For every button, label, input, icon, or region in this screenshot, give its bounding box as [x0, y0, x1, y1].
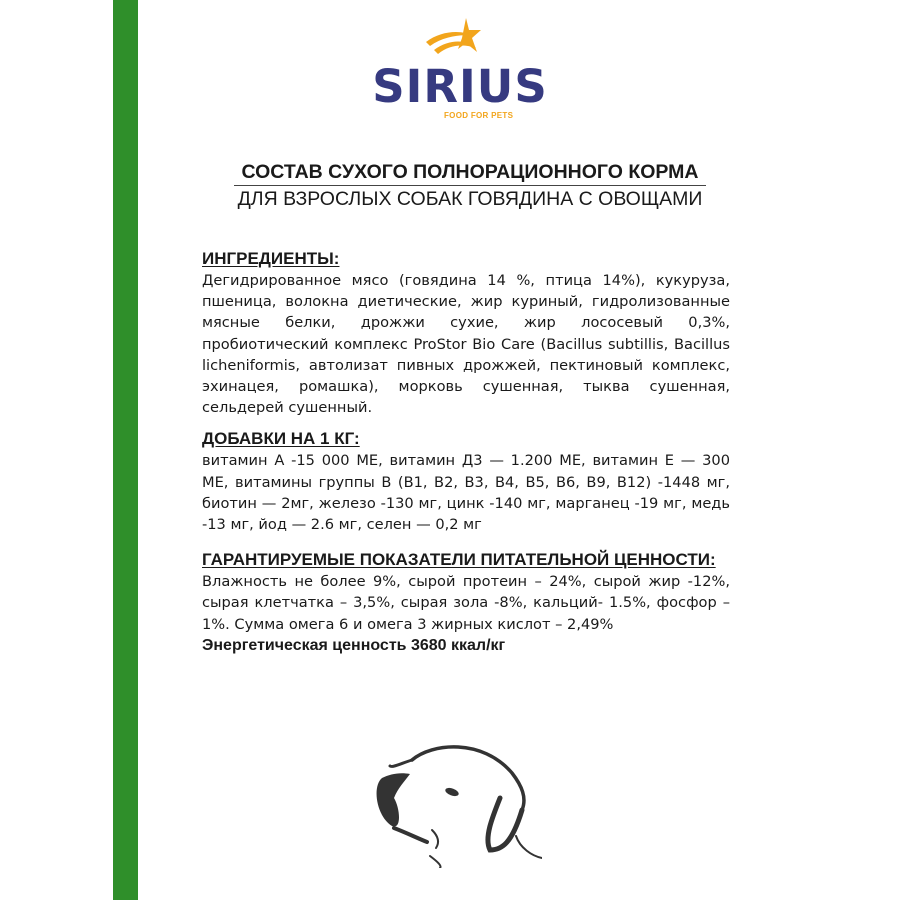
ingredients-section — [202, 248, 730, 418]
brand-logo — [360, 14, 560, 124]
document-title — [200, 160, 740, 211]
star-icon — [422, 16, 498, 66]
nutrition-heading: ГАРАНТИРУЕМЫЕ ПОКАЗАТЕЛИ ПИТАТЕЛЬНОЙ ЦЕННОСТИ: — [202, 550, 716, 570]
nutrition-text: Влажность не более 9%, сырой протеин – 24%, сырой жир -12%, сырая клетчатка – 3,5%, сырая зола -8%, кальций- 1.5%, фосфор – 1%. Сумма омега 6 и омега 3 жирных кислот – 2,49% — [202, 573, 730, 633]
brand-wordmark: SIRIUS — [372, 60, 548, 113]
additives-section — [202, 428, 730, 535]
dog-head-icon — [372, 738, 542, 868]
nutrition-section — [202, 549, 730, 656]
ingredients-heading: ИНГРЕДИЕНТЫ: — [202, 249, 340, 268]
title-line-2: ДЛЯ ВЗРОСЛЫХ СОБАК ГОВЯДИНА С ОВОЩАМИ — [237, 188, 703, 210]
title-line-1: СОСТАВ СУХОГО ПОЛНОРАЦИОННОГО КОРМА — [234, 160, 707, 186]
side-accent-bar — [113, 0, 138, 900]
composition-content — [202, 248, 730, 656]
additives-text: витамин А -15 000 МЕ, витамин Д3 — 1.200 МЕ, витамин Е — 300 МЕ, витамины группы В (В1, В2, В3, В4, В5, В6, В9, В12) -1448 мг, биотин — 2мг, железо -130 мг, цинк -140 мг, марганец -19 мг, медь -13 мг, йод — 2.6 мг, селен — 0,2 мг — [202, 452, 730, 534]
additives-heading: ДОБАВКИ НА 1 КГ: — [202, 429, 360, 449]
ingredients-text: Дегидрированное мясо (говядина 14 %, птица 14%), кукуруза, пшеница, волокна диетические, жир куриный, гидролизованные мясные белки, дрожжи сухие, жир лососевый 0,3%, пробиотический комплекс ProStor Bio Care (Bacillus subtillis, Bacillus licheniformis, автолизат пивных дрожжей, пектиновый комплекс, эхинацея, ромашка), морковь сушенная, тыква сушенная, сельдерей сушенный. — [202, 272, 730, 417]
energy-value: Энергетическая ценность 3680 ккал/кг — [202, 636, 506, 654]
brand-tagline: FOOD FOR PETS — [444, 111, 514, 120]
